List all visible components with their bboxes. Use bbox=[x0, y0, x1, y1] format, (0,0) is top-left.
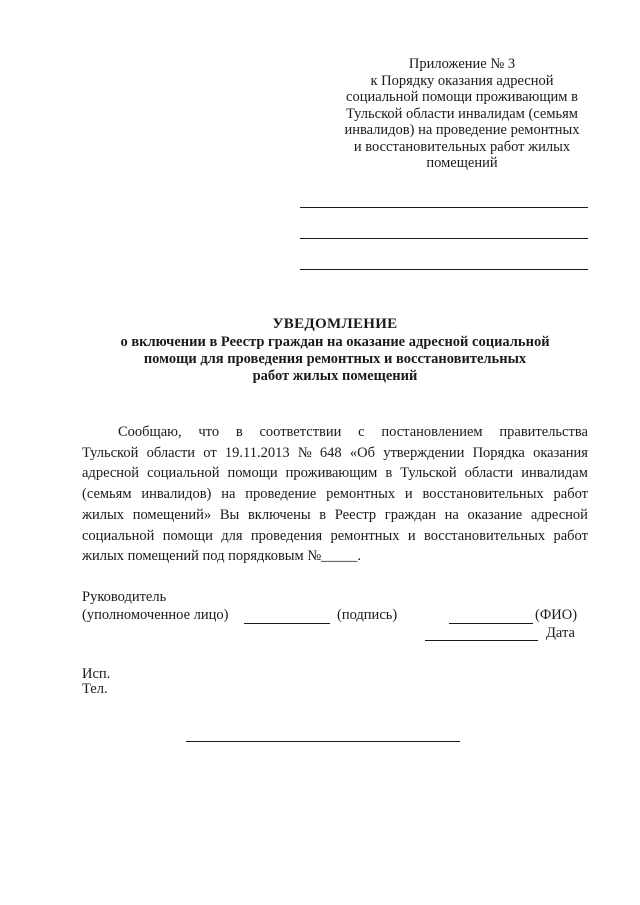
signature-head-label: Руководитель bbox=[82, 589, 167, 605]
body-word: в bbox=[385, 465, 393, 482]
addressee-line-1 bbox=[300, 207, 588, 208]
name-label: (ФИО) bbox=[535, 607, 578, 623]
body-word: что bbox=[198, 424, 220, 440]
date-label: Дата bbox=[546, 625, 575, 641]
body-word: социальной bbox=[147, 465, 220, 482]
appendix-header bbox=[322, 56, 602, 172]
body-word: социальной bbox=[82, 527, 155, 544]
appendix-line: и восстановительных работ жилых bbox=[353, 138, 571, 155]
notice-subtitle-line: о включении в Реестр граждан на оказание адресной социальной bbox=[120, 334, 550, 350]
body-word: для bbox=[221, 527, 243, 544]
body-word: инвалидам bbox=[521, 465, 588, 482]
body-word: на bbox=[444, 506, 459, 523]
body-word: проведение bbox=[245, 486, 317, 503]
body-word: № bbox=[297, 444, 312, 461]
notice-body bbox=[82, 422, 588, 567]
body-word: оказание bbox=[467, 506, 523, 523]
body-word: помощи bbox=[162, 527, 213, 544]
date-blank-line bbox=[425, 640, 538, 641]
body-word: работ bbox=[553, 486, 588, 503]
body-line bbox=[82, 484, 588, 505]
footer-rule bbox=[186, 741, 460, 742]
body-word: на bbox=[221, 486, 236, 503]
notice-subtitle-line: помощи для проведения ремонтных и восстановительных bbox=[143, 351, 527, 367]
signature-blank-line bbox=[244, 623, 330, 624]
body-line bbox=[82, 526, 588, 547]
appendix-line: Тульской области инвалидам (семьям bbox=[346, 105, 578, 122]
body-word: адресной bbox=[82, 465, 140, 482]
body-word: Тульской bbox=[400, 465, 457, 482]
body-word: Порядка bbox=[472, 444, 525, 461]
body-word: адресной bbox=[530, 506, 588, 523]
body-word: и bbox=[407, 527, 416, 544]
notice-subtitle-line: работ жилых помещений bbox=[252, 368, 418, 384]
body-word: работ bbox=[553, 527, 588, 544]
body-word: граждан bbox=[384, 506, 436, 523]
notice-title: УВЕДОМЛЕНИЕ bbox=[272, 316, 398, 332]
body-word: Реестр bbox=[334, 506, 377, 523]
appendix-line: к Порядку оказания адресной bbox=[370, 72, 554, 89]
body-line bbox=[82, 422, 588, 443]
body-word: помещений» bbox=[132, 506, 212, 523]
body-word: с bbox=[358, 424, 365, 440]
body-word: в bbox=[235, 424, 243, 440]
signature-person-label: (уполномоченное лицо) bbox=[82, 607, 229, 623]
body-word: от bbox=[203, 444, 217, 461]
addressee-line-3 bbox=[300, 269, 588, 270]
body-word: помощи bbox=[227, 465, 278, 482]
body-word: восстановительных bbox=[422, 486, 544, 503]
body-word: области bbox=[146, 444, 196, 461]
body-word: Тульской bbox=[82, 444, 139, 461]
body-word: проживающим bbox=[285, 465, 378, 482]
body-word: «Об bbox=[349, 444, 375, 461]
executor-label: Исп. bbox=[82, 666, 111, 682]
addressee-line-2 bbox=[300, 238, 588, 239]
body-word: утверждении bbox=[383, 444, 465, 461]
body-line bbox=[82, 443, 588, 464]
body-word: 648 bbox=[319, 444, 342, 461]
body-word: Вы bbox=[219, 506, 240, 523]
body-word: в bbox=[319, 506, 327, 523]
notice-title-block bbox=[80, 316, 590, 385]
body-word: правительства bbox=[499, 424, 588, 440]
body-word: соответствии bbox=[259, 424, 342, 440]
body-word: оказания bbox=[533, 444, 588, 461]
phone-label: Тел. bbox=[82, 681, 108, 697]
body-word: инвалидов) bbox=[141, 486, 212, 503]
appendix-line: Приложение № 3 bbox=[408, 56, 516, 72]
body-word: постановлением bbox=[381, 424, 483, 440]
body-word: ремонтных bbox=[326, 486, 396, 503]
body-line: жилых помещений под порядковым №_____. bbox=[82, 548, 362, 565]
body-word: жилых bbox=[82, 506, 125, 523]
signature-label: (подпись) bbox=[337, 607, 398, 623]
body-word: восстановительных bbox=[423, 527, 546, 544]
body-word: включены bbox=[247, 506, 311, 523]
body-word: области bbox=[464, 465, 514, 482]
body-line bbox=[82, 463, 588, 484]
body-word: ремонтных bbox=[330, 527, 400, 544]
body-word: проведения bbox=[250, 527, 323, 544]
body-word: Сообщаю, bbox=[118, 424, 182, 440]
body-word: и bbox=[404, 486, 413, 503]
body-word: (семьям bbox=[82, 486, 132, 503]
name-blank-line bbox=[449, 623, 533, 624]
appendix-line: помещений bbox=[426, 155, 498, 171]
appendix-line: социальной помощи проживающим в bbox=[346, 89, 578, 105]
body-line bbox=[82, 505, 588, 526]
body-word: 19.11.2013 bbox=[224, 444, 290, 461]
appendix-line: инвалидов) на проведение ремонтных bbox=[344, 122, 580, 138]
